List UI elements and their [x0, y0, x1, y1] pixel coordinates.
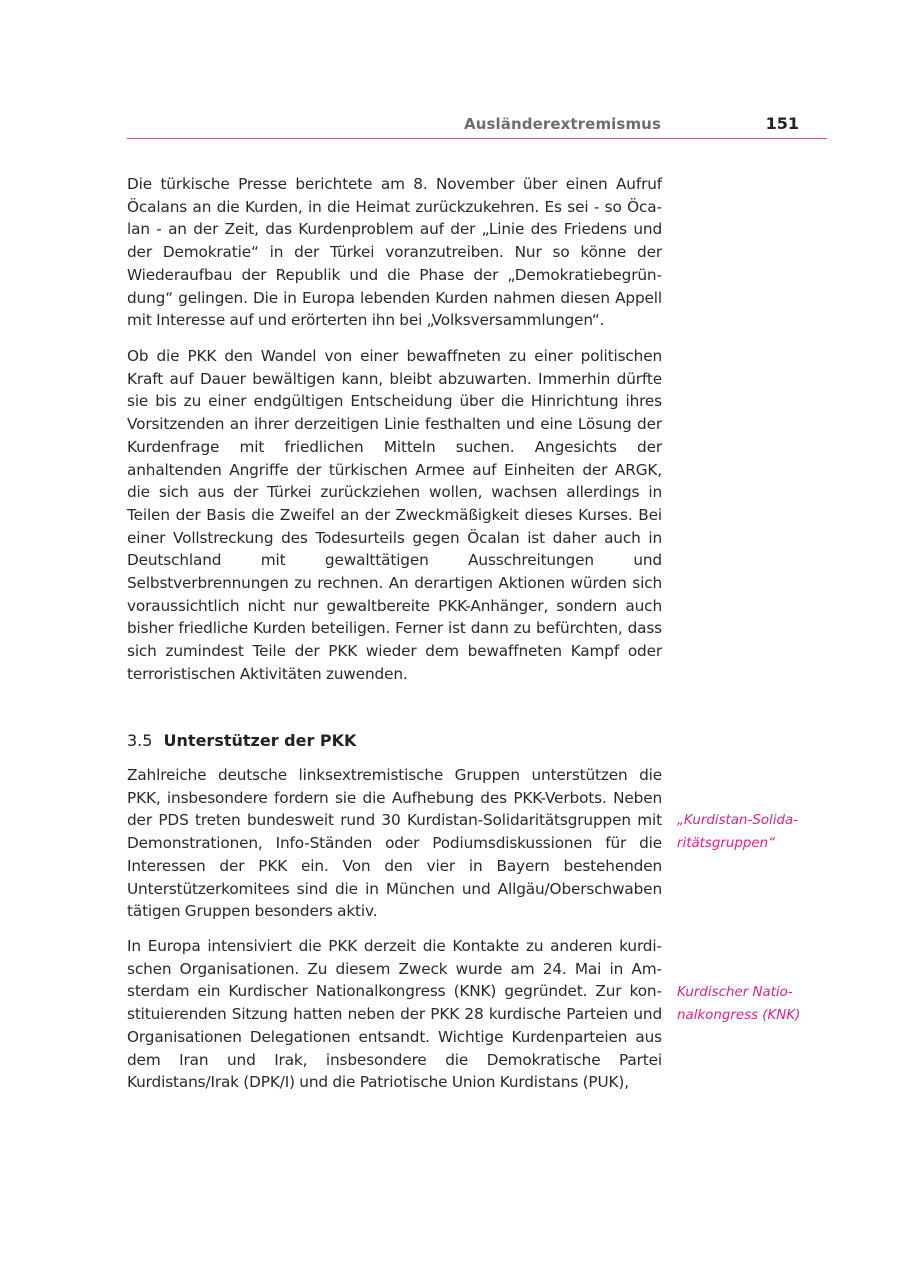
section-paragraph-1 — [127, 764, 662, 923]
page-number: 151 — [765, 114, 799, 133]
section-title: Unterstützer der PKK — [163, 731, 357, 750]
paragraph-text: Die türkische Presse berichtete am 8. November über einen Aufruf Öcalans an die Kurden, in die Heimat zurückzukehren. Es sei - so Öcalan - an der Zeit, das Kurdenproblem auf der „Linie des Friedens und der Demokratie“ in der Türkei voranzutreiben. Nur so könne der Wiederaufbau der Republik und die Phase der „Demokratiebegründung“ gelingen. Die in Europa lebenden Kurden nahmen diesen Appell mit Interesse auf und erörterten ihn bei „Volksversammlungen“. — [127, 175, 662, 330]
paragraph-text: Zahlreiche deutsche linksextremistische Gruppen unterstützen die PKK, insbesondere fordern sie die Aufhebung des PKK-Verbots. Neben der PDS treten bundesweit rund 30 Kurdistan-Solidaritätsgruppen mit Demonstrationen, Info-Ständen oder Podiumsdiskussionen für die Interessen der PKK ein. Von den vier in Bayern bestehenden Unterstützerkomitees sind die in München und Allgäu/Oberschwaben tätigen Gruppen besonders aktiv. — [127, 766, 662, 921]
margin-note-national-congress: Kurdischer Nationalkongress (KNK) — [677, 985, 801, 1023]
paragraph-1 — [127, 173, 662, 332]
section-paragraph-2 — [127, 935, 662, 1094]
margin-note-solidarity-groups: „Kurdistan-Solidaritätsgruppen“ — [677, 813, 799, 851]
section-number: 3.5 — [127, 731, 153, 750]
section-heading — [127, 731, 356, 750]
running-title: Ausländerextremismus — [464, 115, 661, 133]
paragraph-text: Ob die PKK den Wandel von einer bewaffneten zu einer politischen Kraft auf Dauer bewältigen kann, bleibt abzuwarten. Immerhin dürfte sie bis zu einer endgültigen Entscheidung über die Hinrichtung ihres Vorsitzenden an ihrer derzeitigen Linie festhalten und eine Lösung der Kurdenfrage mit friedlichen Mitteln suchen. Angesichts der anhaltenden Angriffe der türkischen Armee auf Einheiten der ARGK, die sich aus der Türkei zurückziehen wollen, wachsen allerdings in Teilen der Basis die Zweifel an der Zweckmäßigkeit dieses Kurses. Bei einer Vollstreckung des Todesurteils gegen Öcalan ist daher auch in Deutschland mit gewalttätigen Ausschreitungen und Selbstverbrennungen zu rechnen. An derartigen Aktionen würden sich voraussichtlich nicht nur gewaltbereite PKK-Anhänger, sondern auch bisher friedliche Kurden beteiligen. Ferner ist dann zu befürchten, dass sich zumindest Teile der PKK wieder dem bewaffneten Kampf oder terroristischen Aktivitäten zuwenden. — [127, 347, 662, 683]
paragraph-2 — [127, 345, 662, 686]
running-header — [127, 112, 827, 139]
paragraph-text: In Europa intensiviert die PKK derzeit die Kontakte zu anderen kurdischen Organisationen. Zu diesem Zweck wurde am 24. Mai in Amsterdam ein Kurdischer Nationalkongress (KNK) gegründet. Zur konstituierenden Sitzung hatten neben der PKK 28 kurdische Parteien und Organisationen Delegationen entsandt. Wichtige Kurdenparteien aus dem Iran und Irak, insbesondere die Demokratische Partei Kurdistans/Irak (DPK/I) und die Patriotische Union Kurdistans (PUK), — [127, 937, 662, 1092]
